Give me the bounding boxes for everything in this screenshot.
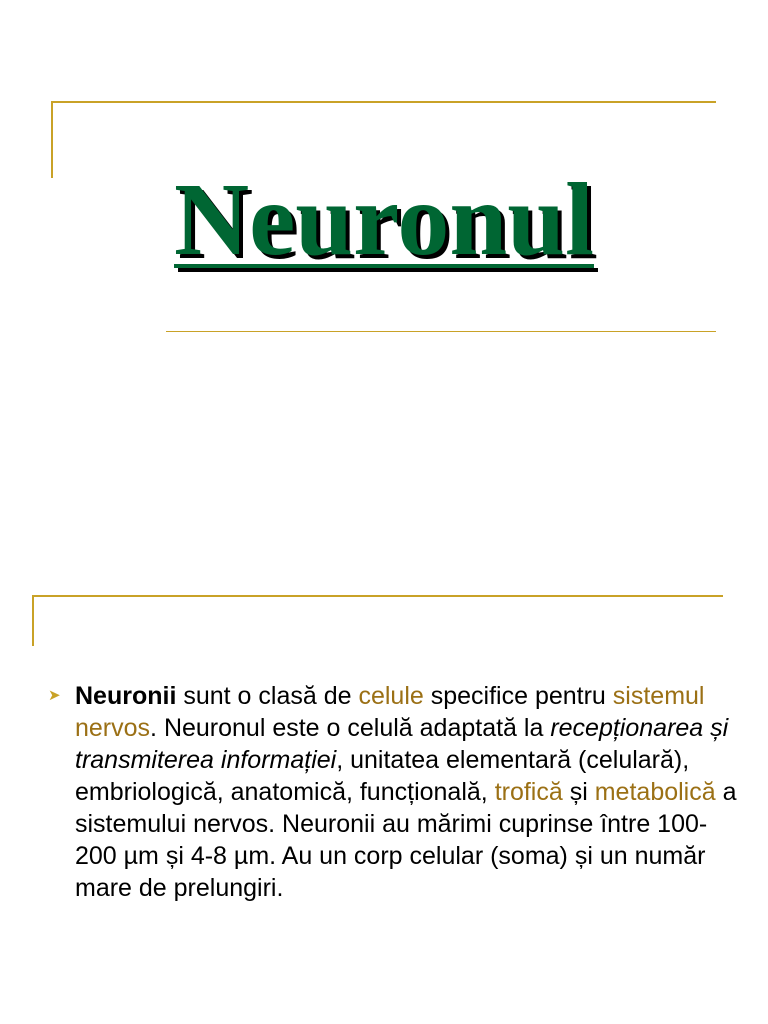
text-segment: sunt o clasă de — [176, 682, 359, 710]
text-segment: . Neuronul este o celulă adaptată la — [150, 714, 551, 742]
italic-phrase: recepționarea și transmiterea informației — [75, 714, 729, 774]
arrow-right-icon: ➤ — [48, 687, 61, 704]
frame-top-line — [51, 101, 716, 103]
frame-bottom-line — [166, 331, 716, 332]
frame-left-line-2 — [32, 595, 34, 646]
frame-left-line — [51, 101, 53, 178]
bullet-list — [48, 680, 738, 904]
bullet-paragraph — [75, 680, 738, 904]
frame-top-line-2 — [32, 595, 723, 597]
link-sistemul-nervos[interactable]: sistemul nervos — [75, 682, 705, 742]
text-segment: specifice pentru — [423, 682, 613, 710]
text-segment: , unitatea elementară (celulară), embriologică, anatomică, funcțională, — [75, 746, 690, 806]
link-celule[interactable]: celule — [358, 682, 424, 710]
term-neuronii: Neuronii — [75, 682, 177, 710]
link-trofica[interactable]: trofică — [494, 778, 563, 806]
page-title: Neuronul — [174, 162, 594, 277]
text-segment: a sistemului nervos. Neuronii au mărimi cuprinse între 100-200 µm și 4-8 µm. Au un corp celular (soma) și un număr mare de prelungiri. — [75, 778, 737, 902]
text-segment: și — [562, 778, 595, 806]
link-metabolica[interactable]: metabolică — [594, 778, 716, 806]
